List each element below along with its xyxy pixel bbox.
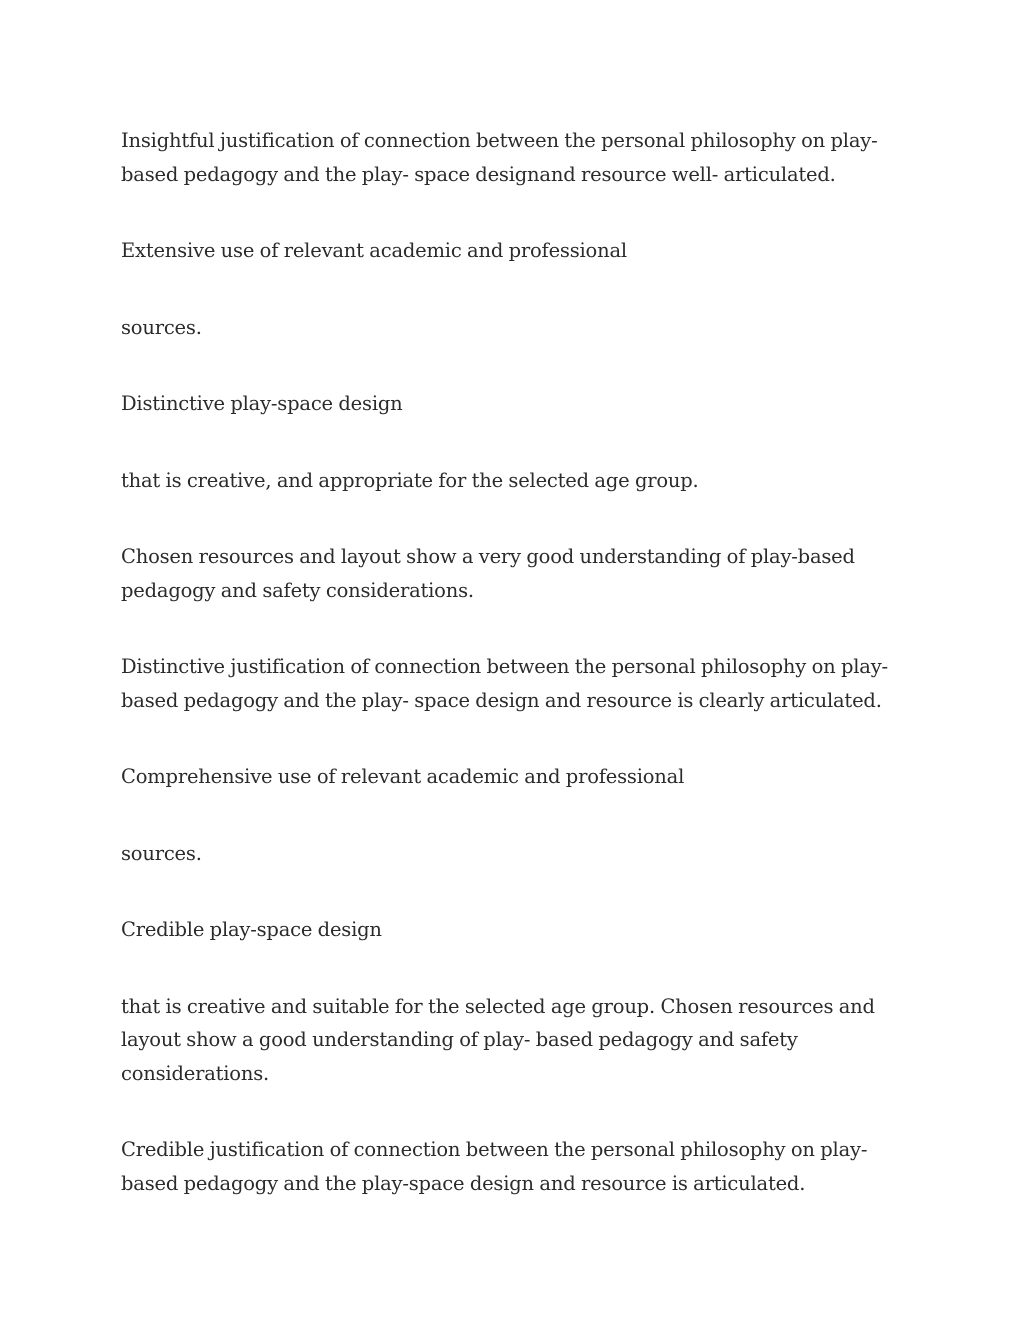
paragraph: that is creative and suitable for the selected age group. Chosen resources and layout show a good understanding of play- based pedagogy and safety considerations. bbox=[121, 994, 875, 1085]
document-body bbox=[121, 124, 911, 1243]
paragraph: Extensive use of relevant academic and professional bbox=[121, 239, 627, 262]
paragraph: Insightful justification of connection between the personal philosophy on play- based pedagogy and the play- space designand resource well- articulated. bbox=[121, 129, 878, 186]
paragraph: Chosen resources and layout show a very good understanding of play-based pedagogy and safety considerations. bbox=[121, 545, 855, 602]
paragraph: Distinctive play-space design bbox=[121, 392, 403, 415]
paragraph: sources. bbox=[121, 315, 202, 339]
paragraph: that is creative, and appropriate for the selected age group. bbox=[121, 468, 699, 492]
paragraph: Credible play-space design bbox=[121, 918, 382, 941]
paragraph: sources. bbox=[121, 841, 202, 865]
paragraph: Distinctive justification of connection between the personal philosophy on play-based pedagogy and the play- space design and resource is clearly articulated. bbox=[121, 655, 888, 712]
paragraph: Credible justification of connection between the personal philosophy on play-based pedagogy and the play-space design and resource is articulated. bbox=[121, 1138, 868, 1195]
paragraph: Comprehensive use of relevant academic and professional bbox=[121, 765, 685, 788]
